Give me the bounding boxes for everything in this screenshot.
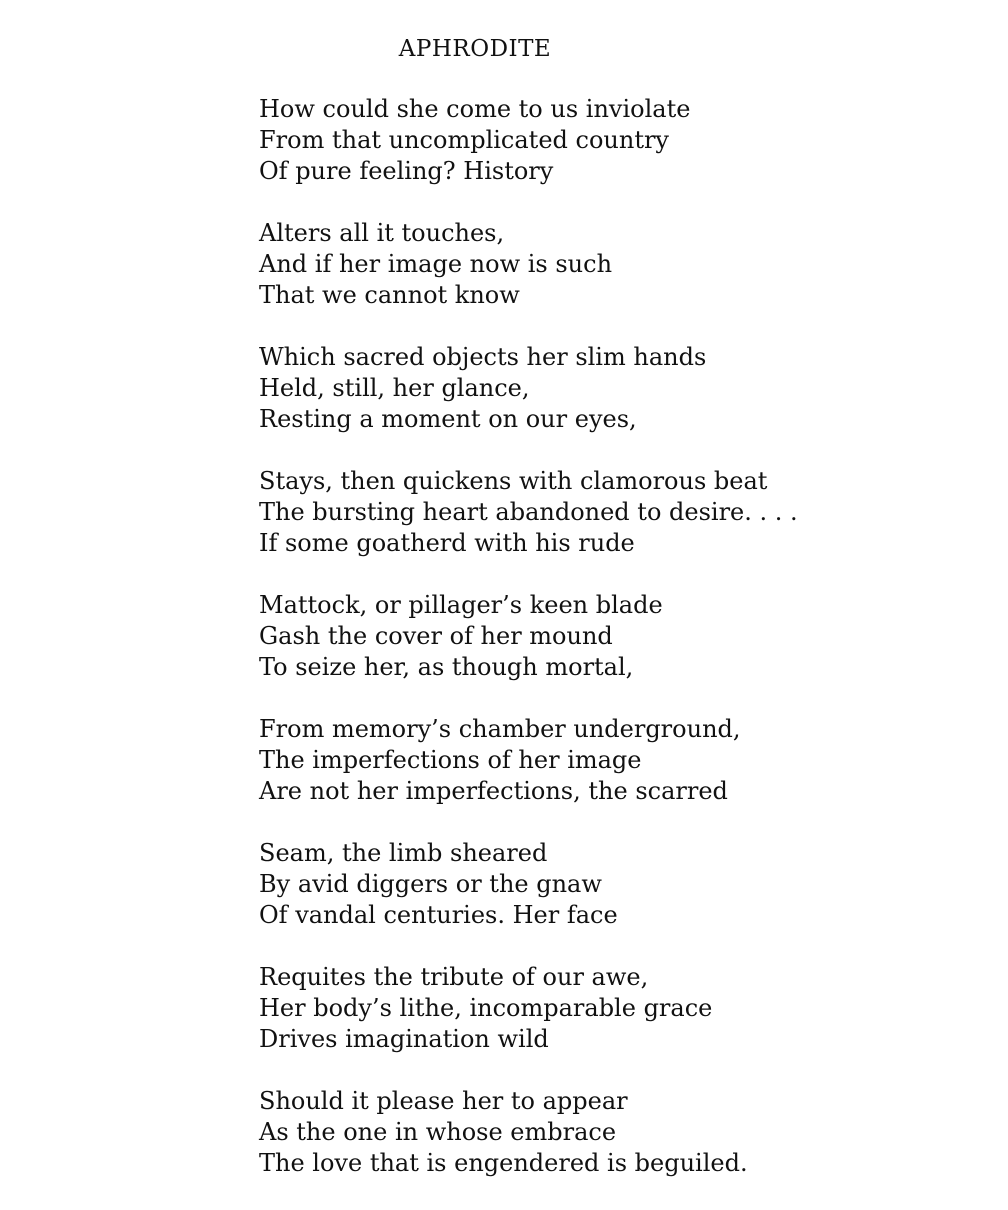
poem-line: Of pure feeling? History bbox=[259, 157, 554, 185]
poem-line: To seize her, as though mortal, bbox=[259, 653, 634, 681]
stanza-5 bbox=[259, 590, 979, 683]
poem-line: By avid diggers or the gnaw bbox=[259, 870, 602, 898]
stanza-8 bbox=[259, 962, 979, 1055]
poem-line: The love that is engendered is beguiled. bbox=[259, 1149, 748, 1177]
stanza-4 bbox=[259, 466, 979, 559]
stanza-6 bbox=[259, 714, 979, 807]
poem-line: How could she come to us inviolate bbox=[259, 95, 691, 123]
poem-line: Resting a moment on our eyes, bbox=[259, 405, 637, 433]
poem-line: Alters all it touches, bbox=[259, 219, 505, 247]
poem-line: Held, still, her glance, bbox=[259, 374, 530, 402]
poem-body bbox=[259, 94, 979, 1210]
stanza-2 bbox=[259, 218, 979, 311]
poem-line: Her body’s lithe, incomparable grace bbox=[259, 994, 713, 1022]
stanza-9 bbox=[259, 1086, 979, 1179]
poem-line: As the one in whose embrace bbox=[259, 1118, 617, 1146]
poem-line: Seam, the limb sheared bbox=[259, 839, 548, 867]
poem-line: And if her image now is such bbox=[259, 250, 613, 278]
poem-line: From that uncomplicated country bbox=[259, 126, 669, 154]
poem-line: That we cannot know bbox=[259, 281, 520, 309]
poem-line: Of vandal centuries. Her face bbox=[259, 901, 618, 929]
poem-title: APHRODITE bbox=[398, 36, 552, 62]
poem-line: The bursting heart abandoned to desire. . . . bbox=[259, 498, 798, 526]
poem-line: Requites the tribute of our awe, bbox=[259, 963, 649, 991]
stanza-1 bbox=[259, 94, 979, 187]
poem-line: Mattock, or pillager’s keen blade bbox=[259, 591, 663, 619]
poem-line: Stays, then quickens with clamorous beat bbox=[259, 467, 768, 495]
poem-line: Drives imagination wild bbox=[259, 1025, 549, 1053]
poem-line: If some goatherd with his rude bbox=[259, 529, 635, 557]
poem-line: Are not her imperfections, the scarred bbox=[259, 777, 728, 805]
poem-line: Should it please her to appear bbox=[259, 1087, 628, 1115]
stanza-3 bbox=[259, 342, 979, 435]
poem-line: Gash the cover of her mound bbox=[259, 622, 613, 650]
poem-line: From memory’s chamber underground, bbox=[259, 715, 741, 743]
poem-line: Which sacred objects her slim hands bbox=[259, 343, 707, 371]
stanza-7 bbox=[259, 838, 979, 931]
poem-line: The imperfections of her image bbox=[259, 746, 642, 774]
